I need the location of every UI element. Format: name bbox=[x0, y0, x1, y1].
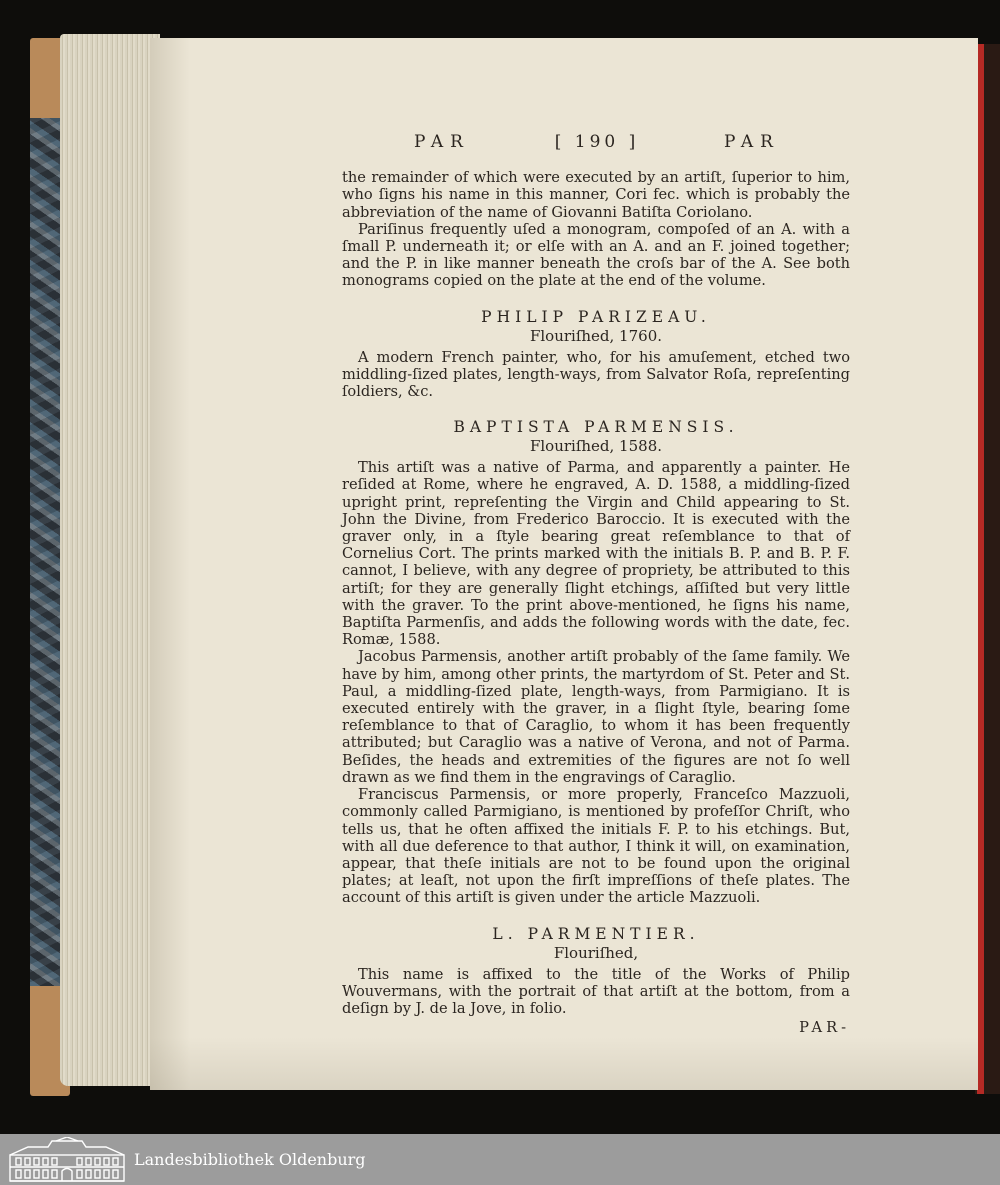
library-building-icon bbox=[8, 1137, 126, 1183]
entry-heading-baptista: BAPTISTA PARMENSIS. bbox=[453, 418, 739, 437]
entry-heading-parizeau: PHILIP PARIZEAU. bbox=[481, 307, 711, 326]
marbled-endpaper bbox=[30, 118, 60, 986]
entry-heading-parmentier: L. PARMENTIER. bbox=[492, 924, 700, 943]
entry-paragraph: This name is affixed to the title of the Works of Philip Wouvermans, with the portrait of that artiſt at the bottom, from a deſign by J. de la Jove, in folio. bbox=[342, 965, 850, 1017]
entry-paragraph: This artiſt was a native of Parma, and apparently a painter. He reſided at Rome, where he engraved, A. D. 1588, a middling-ſized upright print, repreſenting the Virgin and Child appearing to St. John the Divine, from Frederico Baroccio. It is executed with the graver only, in a ſtyle bearing great reſemblance to that of Cornelius Cort. The prints marked with the initials B. P. and B. P. F. cannot, I believe, with any degree of propriety, be attributed to this artiſt; for they are generally ſlight etchings, aſſiſted but very little with the graver. To the print above-mentioned, he ſigns his name, Baptiſta Parmenſis, and adds the following words with the date, fec. Romæ, 1588. bbox=[342, 459, 850, 649]
page-edges bbox=[60, 34, 160, 1086]
catchword: PAR- bbox=[799, 1019, 850, 1037]
entry-paragraph-jacobus: Jacobus Parmensis, another artiſt probably of the ſame family. We have by him, among other prints, the martyrdom of St. Peter and St. Paul, a middling-ſized plate, length-ways, from Parmigiano. It is executed entirely with the graver, in a ſlight ſtyle, bearing ſome reſemblance to that of Caraglio, to whom it has been frequently attributed; but Caraglio was a native of Verona, and not of Parma. Beſides, the heads and extremities of the figures are not ſo well drawn as we find them in the engravings of Caraglio. bbox=[342, 648, 850, 786]
entry-date-parizeau: Flouriſhed, 1760. bbox=[529, 326, 663, 345]
entry-paragraph-franciscus: Franciscus Parmensis, or more properly, Franceſco Mazzuoli, commonly called Parmigiano, is mentioned by profeſſor Chriſt, who tells us, that he often affixed the initials F. P. to his etchings. But, with all due deference to that author, I think it will, on examination, appear, that theſe initials are not to be found upon the original plates; at leaſt, not upon the firſt impreſſions of theſe plates. The account of this artiſt is given under the article Mazzuoli. bbox=[342, 786, 850, 907]
running-head-right: PAR bbox=[724, 132, 780, 152]
page-text bbox=[342, 134, 850, 1036]
right-cover bbox=[975, 44, 1000, 1094]
intro-paragraph-1: the remainder of which were executed by an artiſt, ſuperior to him, who ſigns his name in this manner, Cori fec. which is probably the abbreviation of the name of Giovanni Batiſta Coriolano. bbox=[342, 169, 850, 221]
running-head bbox=[342, 134, 850, 151]
footer-bar bbox=[0, 1134, 1000, 1185]
red-cover-edge bbox=[977, 44, 984, 1094]
page-number: [ 190 ] bbox=[554, 132, 640, 152]
entry-date-baptista: Flouriſhed, 1588. bbox=[529, 437, 663, 456]
entry-date-parmentier: Flouriſhed, bbox=[553, 943, 639, 962]
running-head-left: PAR bbox=[414, 132, 470, 152]
entry-paragraph: A modern French painter, who, for his amuſement, etched two middling-ſized plates, length-ways, from Salvator Roſa, repreſenting ſoldiers, &c. bbox=[342, 348, 850, 401]
intro-paragraph-2: Pariſinus frequently uſed a monogram, compoſed of an A. with a ſmall P. underneath it; or elſe with an A. and an F. joined together; and the P. in like manner beneath the croſs bar of the A. See both monograms copied on the plate at the end of the volume. bbox=[342, 220, 850, 290]
footer-label: Landesbibliothek Oldenburg bbox=[134, 1150, 366, 1169]
